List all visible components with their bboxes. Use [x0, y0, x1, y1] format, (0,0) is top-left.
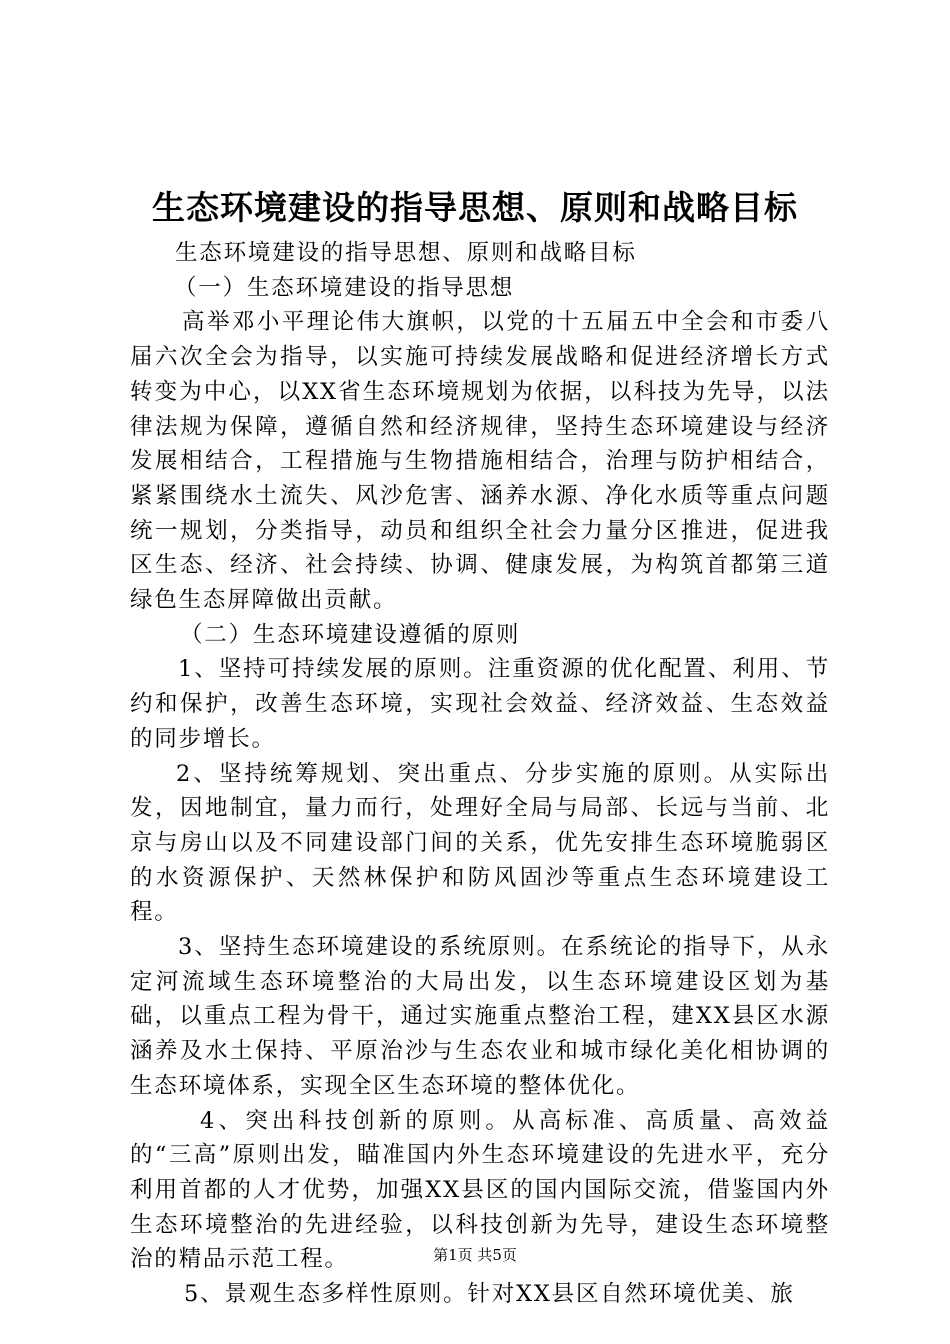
paragraph-guiding-ideology: 高举邓小平理论伟大旗帜，以党的十五届五中全会和市委八届六次全会为指导，以实施可持续发展战略和促进经济增长方式转变为中心，以XX省生态环境规划为依据，以科技为先导，以法律法规为保障，遵循自然和经济规律，坚持生态环境建设与经济发展相结合，工程措施与生物措施相结合，治理与防护相结合，紧紧围绕水土流失、风沙危害、涵养水源、净化水质等重点问题统一规划，分类指导，动员和组织全社会力量分区推进，促进我区生态、经济、社会持续、协调、健康发展，为构筑首都第三道绿色生态屏障做出贡献。	[130, 309, 830, 614]
principle-item-5: 5、景观生态多样性原则。针对XX县区自然环境优美、旅	[184, 1281, 795, 1308]
subtitle-paragraph: 生态环境建设的指导思想、原则和战略目标	[175, 240, 637, 266]
principle-item-1: 1、坚持可持续发展的原则。注重资源的优化配置、利用、节约和保护，改善生态环境，实现社会效益、经济效益、生态效益的同步增长。	[130, 656, 830, 752]
section-heading-principles: （二）生态环境建设遵循的原则	[180, 621, 521, 648]
principle-item-2: 2、坚持统筹规划、突出重点、分步实施的原则。从实际出发，因地制宜，量力而行，处理好全局与局部、长远与当前、北京与房山以及不同建设部门间的关系，优先安排生态环境脆弱区的水资源保护、天然林保护和防风固沙等重点生态环境建设工程。	[130, 760, 830, 926]
section-heading-guiding-ideology: （一）生态环境建设的指导思想	[174, 274, 515, 301]
document-body	[130, 236, 830, 1312]
page-footer: 第1页 共5页	[433, 1246, 517, 1264]
document-title: 生态环境建设的指导思想、原则和战略目标	[152, 188, 798, 227]
principle-item-3: 3、坚持生态环境建设的系统原则。在系统论的指导下，从永定河流域生态环境整治的大局出发，以生态环境建设区划为基础，以重点工程为骨干，通过实施重点整治工程，建XX县区水源涵养及水土保持、平原治沙与生态农业和城市绿化美化相协调的生态环境体系，实现全区生态环境的整体优化。	[130, 934, 830, 1099]
principle-item-4: 4、突出科技创新的原则。从高标准、高质量、高效益的“三高”原则出发，瞄准国内外生态环境建设的先进水平，充分利用首都的人才优势，加强XX县区的国内国际交流，借鉴国内外生态环境整治的先进经验，以科技创新为先导，建设生态环境整治的精品示范工程。	[130, 1107, 830, 1273]
